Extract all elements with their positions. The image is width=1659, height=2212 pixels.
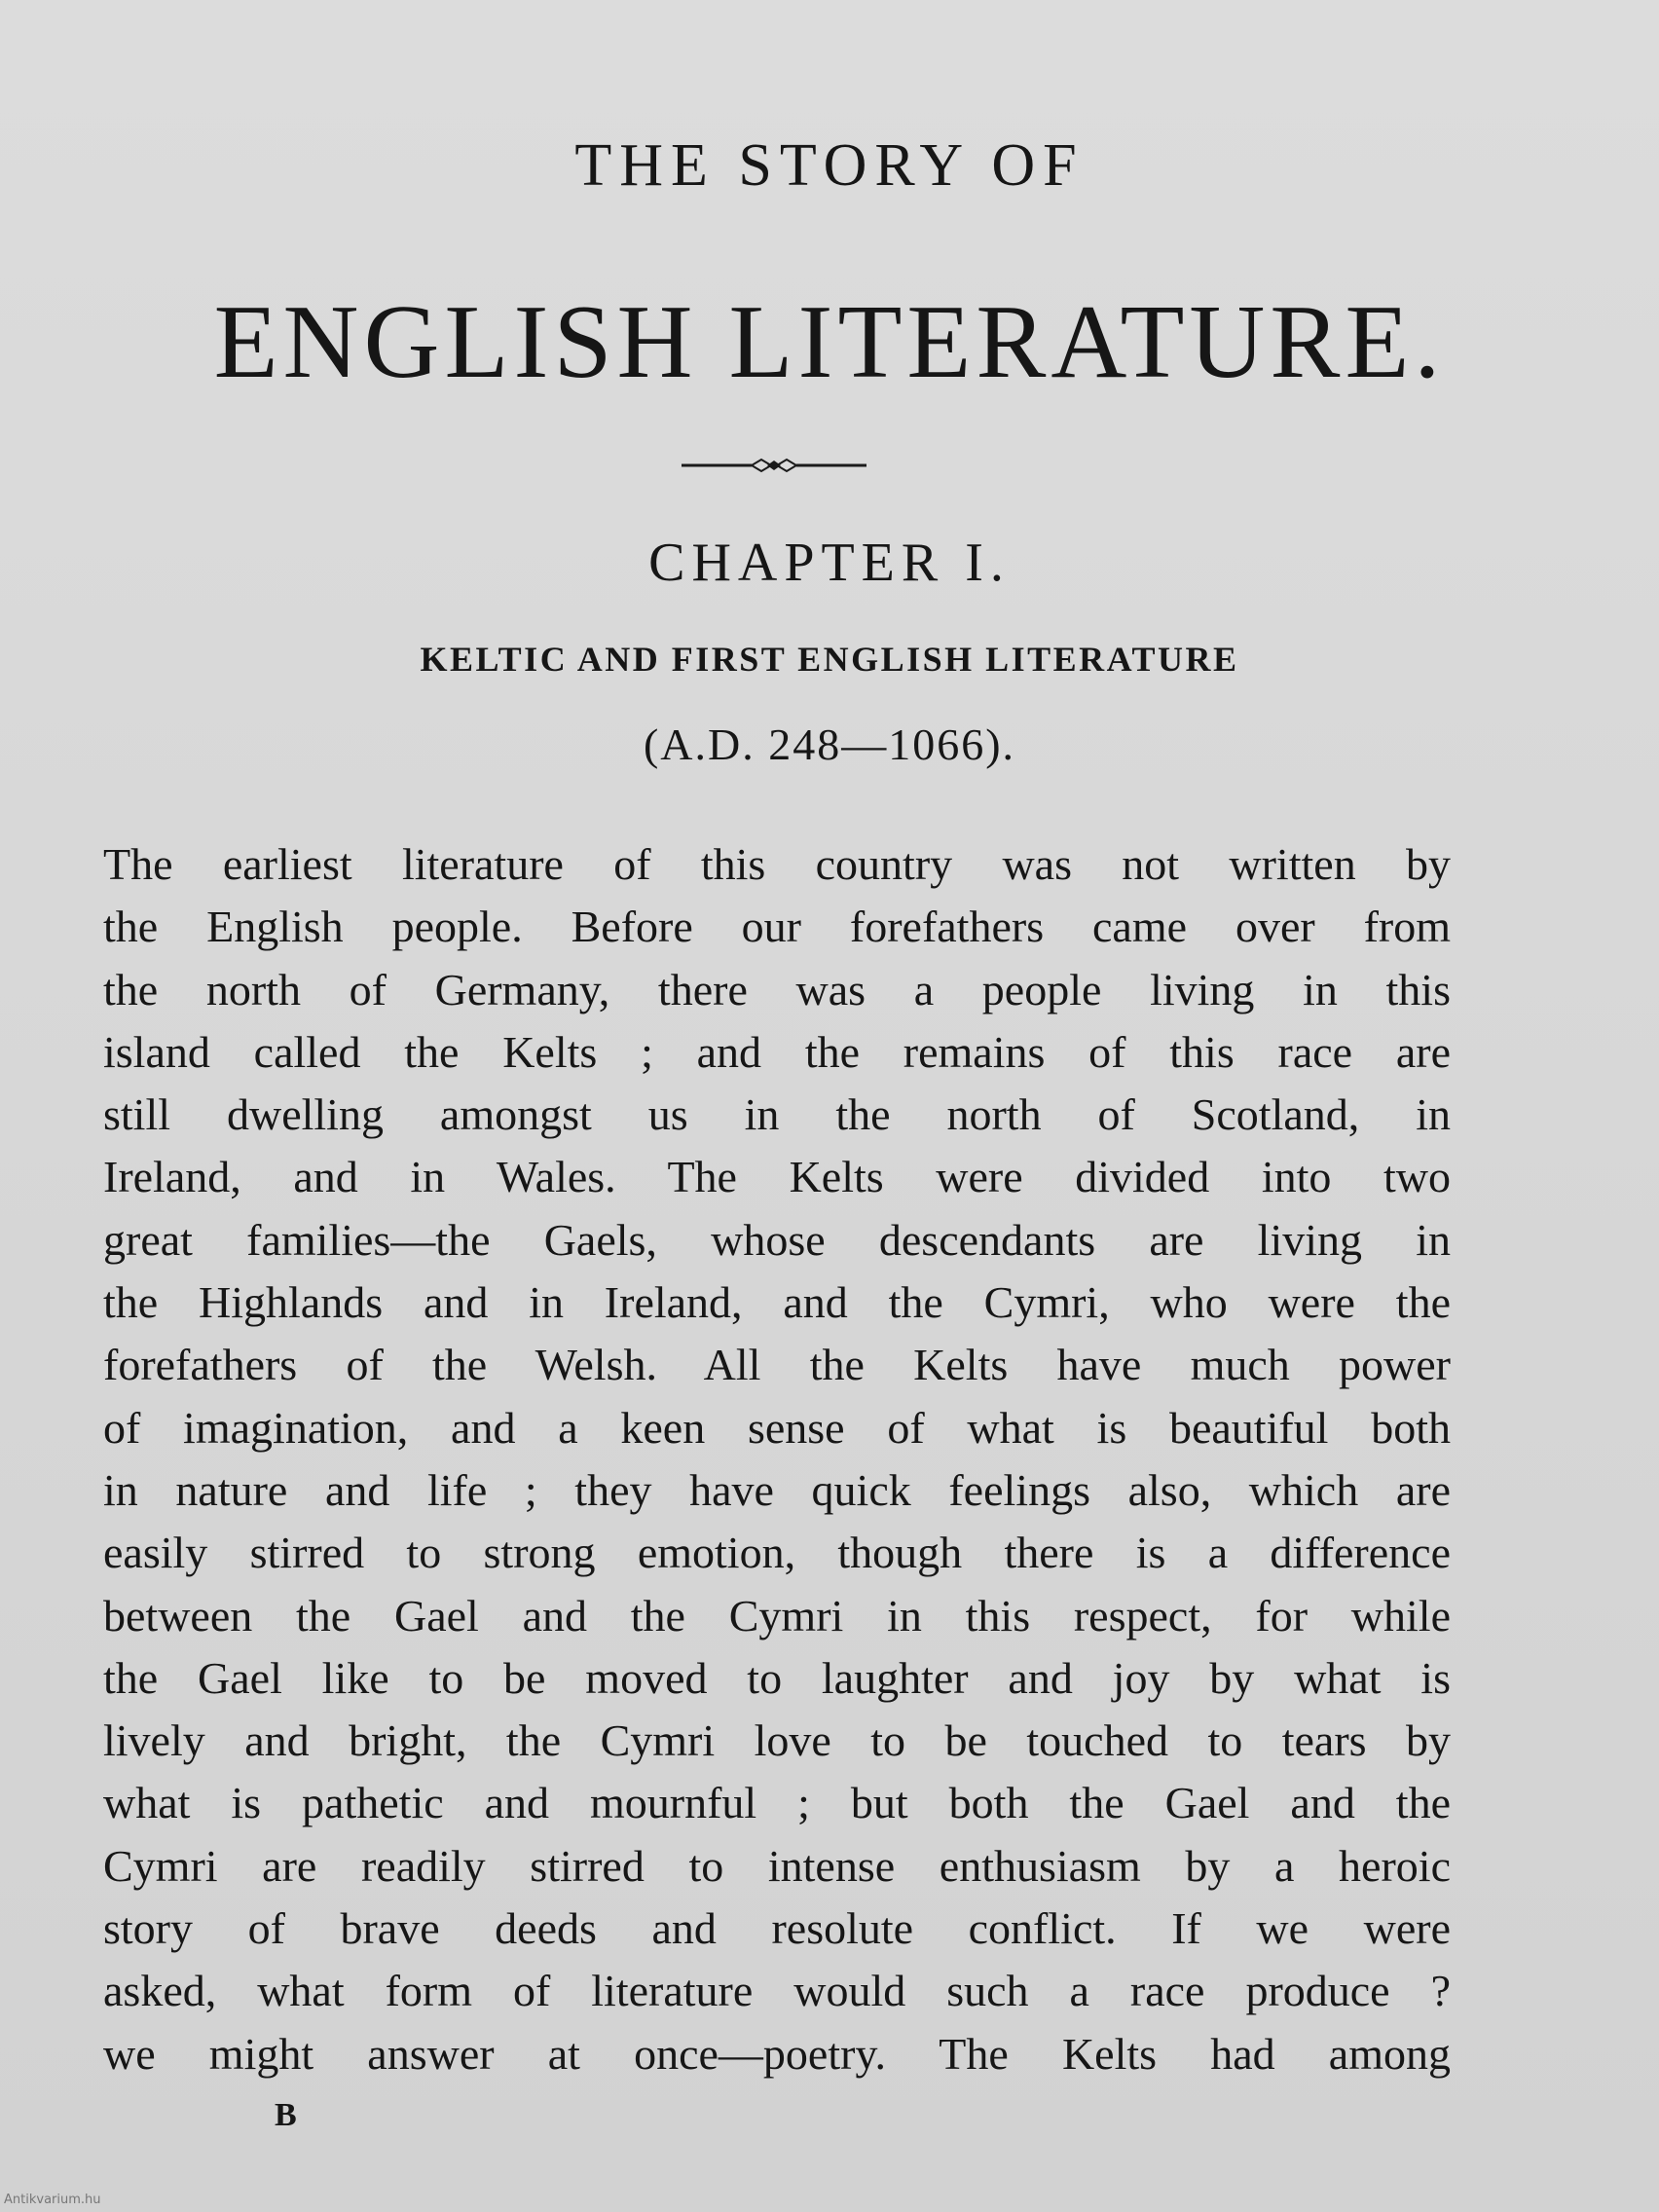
text-line: asked, what form of literature would such a race produce ?	[103, 1966, 1451, 2016]
watermark-text: Antikvarium.hu	[4, 2193, 101, 2207]
text-line: the English people. Before our forefathers came over from	[103, 902, 1451, 952]
text-line: Ireland, and in Wales. The Kelts were divided into two	[103, 1152, 1451, 1202]
text-line: Cymri are readily stirred to intense enthusiasm by a heroic	[103, 1840, 1451, 1891]
text-line: what is pathetic and mournful ; but both the Gael and the	[103, 1778, 1451, 1828]
text-line: the Gael like to be moved to laughter and joy by what is	[103, 1652, 1451, 1703]
text-line: story of brave deeds and resolute conflict. If we were	[103, 1903, 1451, 1954]
text-line: The earliest literature of this country was not written by	[103, 839, 1451, 889]
text-line: island called the Kelts ; and the remains of this race are	[103, 1026, 1451, 1077]
signature-mark: B	[275, 2097, 297, 2133]
text-line: of imagination, and a keen sense of what is beautiful both	[103, 1402, 1451, 1453]
chapter-dates: (A.D. 248—1066).	[643, 719, 1016, 769]
text-line: in nature and life ; they have quick feelings also, which are	[103, 1464, 1451, 1515]
text-line: the north of Germany, there was a people living in this	[103, 964, 1451, 1014]
text-line: forefathers of the Welsh. All the Kelts have much power	[103, 1340, 1451, 1390]
text-line: between the Gael and the Cymri in this respect, for while	[103, 1590, 1451, 1641]
book-title-line-2: ENGLISH LITERATURE.	[213, 284, 1446, 400]
text-line: easily stirred to strong emotion, though there is a difference	[103, 1528, 1451, 1578]
book-title-line-1: THE STORY OF	[574, 132, 1085, 199]
text-line: great families—the Gaels, whose descendants are living in	[103, 1214, 1451, 1265]
chapter-heading: CHAPTER I.	[648, 533, 1011, 593]
text-line: the Highlands and in Ireland, and the Cymri, who were the	[103, 1277, 1451, 1328]
text-line: lively and bright, the Cymri love to be touched to tears by	[103, 1715, 1451, 1766]
text-line: still dwelling amongst us in the north of Scotland, in	[103, 1089, 1451, 1140]
chapter-subtitle: KELTIC AND FIRST ENGLISH LITERATURE	[420, 640, 1239, 679]
text-line: we might answer at once—poetry. The Kelts had among	[103, 2028, 1451, 2079]
ornament-divider-icon	[682, 454, 866, 477]
body-paragraph	[103, 833, 1451, 2085]
